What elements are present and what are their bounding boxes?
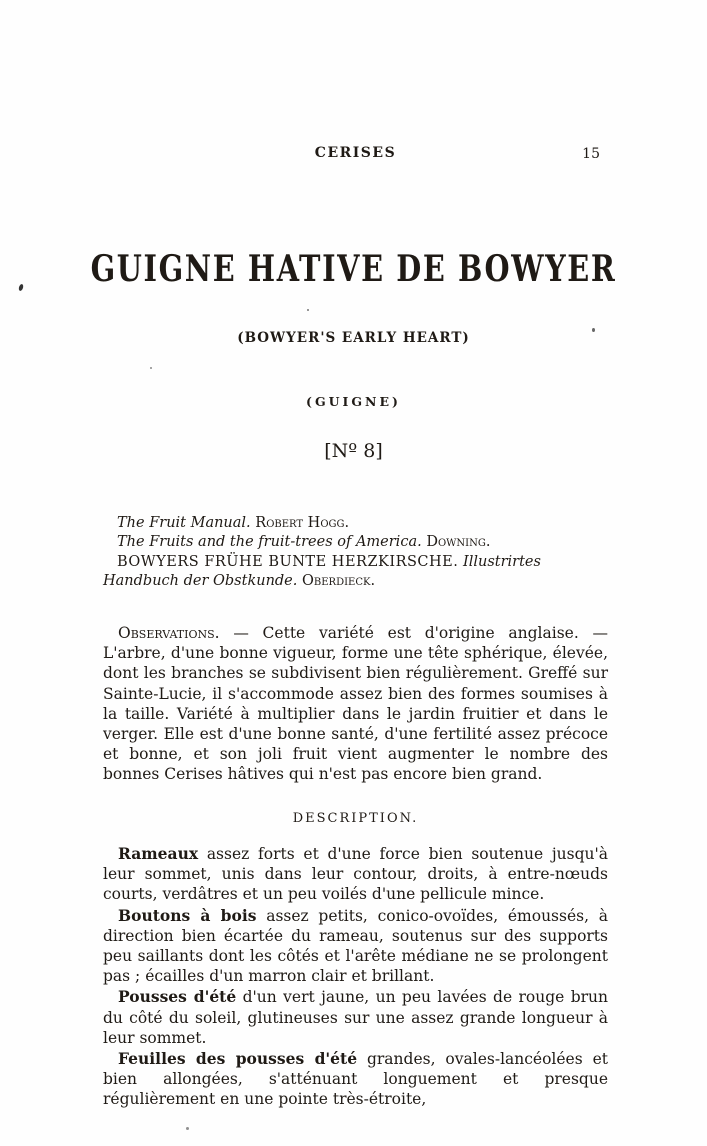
text-run: Feuilles des pousses d'été [118,1049,358,1069]
scan-speck [592,328,595,332]
text-run: assez forts et d'une force bien soutenue jusqu'à leur sommet, unis dans leur contour, droits, à entre-nœuds courts, verdâtres et un peu voilés d'une pellicule mince. [103,845,608,904]
text-run: Boutons à bois [118,905,257,925]
text-run: — Cette variété est d'origine anglaise. — L'arbre, d'une bonne vigueur, forme une tête sphérique, élevée, dont les branches se subdivisent bien régulièrement. Greffé sur Sainte-Lucie, il s'accommode assez bien des formes soumises à la taille. Variété à multiplier dans le jardin fruitier et dans le verger. Elle est d'une bonne santé, d'une fertilité assez précoce et bonne, et son joli fruit vient augmenter le nombre des bonnes Cerises hâtives qui n'est pas encore bien grand. [103,624,608,784]
text-run: Rameaux [118,844,199,863]
text-run: Robert Hogg. [255,515,350,531]
text-run: The Fruit Manual. [117,515,251,531]
description-paragraph-boutons-a-bois [103,906,608,987]
bibliography-entry-downing [103,533,608,552]
scan-speck [18,284,24,292]
text-run: d'un vert jaune, un peu lavées de rouge brun du côté du soleil, glutineuses sur une assez grande longueur à leur sommet. [103,988,609,1047]
bibliography-section [103,514,608,591]
description-paragraph-rameaux [103,844,608,905]
description-paragraph-pousses-d-ete [103,987,608,1048]
description-paragraph-feuilles [103,1049,608,1110]
scan-speck [150,367,152,369]
page-number: 15 [582,146,600,162]
text-run: Oberdieck. [302,572,376,589]
text-run: assez petits, conico-ovoïdes, émoussés, à direction bien écartée du rameau, soutenus sur des supports peu saillants dont les côtés et l'arête médiane ne se prolongent pas ; écailles d'un marron clair et brillant. [103,906,608,986]
fruit-category: (GUIGNE) [306,394,401,409]
text-run: Pousses d'été [118,987,237,1007]
bibliography-entry-oberdieck [103,553,608,592]
observations-paragraph [103,623,608,785]
text-run: Downing. [426,534,491,551]
text-run: Illustrirtes Handbuch der Obstkunde. [103,553,541,589]
variety-english-name: (BOWYER'S EARLY HEART) [237,330,470,346]
text-run: Observations. [118,624,220,642]
description-section [103,844,608,1111]
scan-speck [186,1127,189,1130]
text-run: grandes, ovales-lancéolées et bien allongées, s'atténuant longuement et presque régulièrement en une pointe très-étroite, [103,1050,608,1109]
running-title: CERISES [314,145,397,161]
observations-section [103,623,608,785]
text-run: The Fruits and the fruit-trees of America. [117,534,422,551]
variety-title: GUIGNE HATIVE DE BOWYER [90,248,617,290]
variety-number: [Nº 8] [324,440,383,462]
scan-speck [307,309,309,311]
bibliography-entry-hogg [103,514,608,533]
text-run: BOWYERS FRÜHE BUNTE HERZKIRSCHE. [117,553,459,570]
description-heading: DESCRIPTION. [292,811,419,826]
